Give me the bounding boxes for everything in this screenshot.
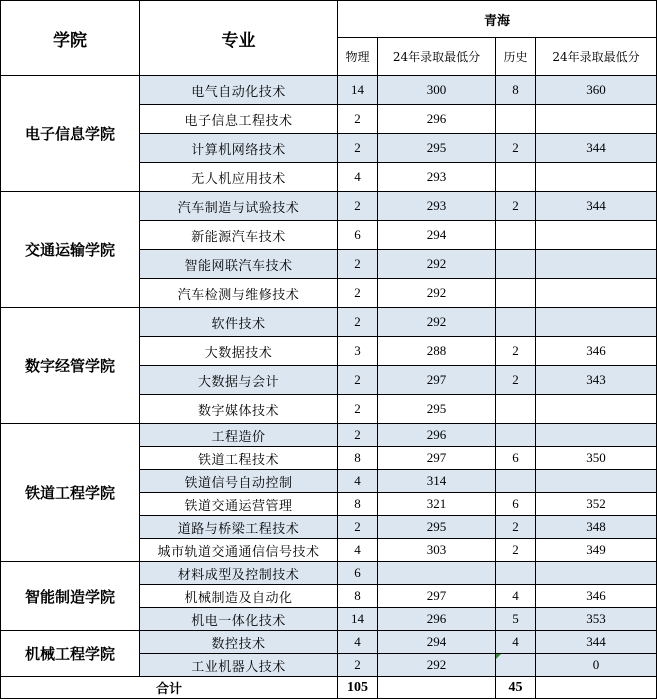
physics-count-cell: 2 [338, 192, 378, 221]
physics-count-cell: 6 [338, 221, 378, 250]
history-count-cell [496, 163, 536, 192]
history-min-score-cell: 344 [536, 631, 657, 654]
college-name: 智能制造学院 [1, 562, 140, 631]
physics-min-score-cell: 293 [378, 192, 496, 221]
history-count-cell [496, 470, 536, 493]
physics-min-score-cell: 295 [378, 395, 496, 424]
physics-min-score-cell: 297 [378, 585, 496, 608]
college-name: 电子信息学院 [1, 76, 140, 192]
physics-count-cell: 8 [338, 447, 378, 470]
total-history: 45 [496, 677, 536, 699]
physics-count-cell: 4 [338, 631, 378, 654]
physics-min-score-cell: 294 [378, 221, 496, 250]
physics-count-cell: 2 [338, 279, 378, 308]
table-row [1, 424, 657, 447]
college-header: 学院 [1, 1, 140, 76]
physics-count-cell: 2 [338, 105, 378, 134]
major-cell: 软件技术 [140, 308, 338, 337]
history-min-score-cell: 353 [536, 608, 657, 631]
history-header: 历史 [496, 38, 536, 76]
total-row [1, 677, 657, 699]
history-min-score-cell [536, 308, 657, 337]
history-min-score-cell [536, 470, 657, 493]
history-count-cell: 2 [496, 539, 536, 562]
physics-min-score-cell: 294 [378, 631, 496, 654]
major-cell: 材料成型及控制技术 [140, 562, 338, 585]
college-name: 交通运输学院 [1, 192, 140, 308]
major-cell: 大数据技术 [140, 337, 338, 366]
major-cell: 机械制造及自动化 [140, 585, 338, 608]
major-cell: 机电一体化技术 [140, 608, 338, 631]
physics-min-score-cell [378, 562, 496, 585]
history-min-score-cell [536, 562, 657, 585]
history-min-score-cell: 344 [536, 134, 657, 163]
physics-min-score-cell: 295 [378, 134, 496, 163]
history-min-score-cell: 344 [536, 192, 657, 221]
history-count-cell: 6 [496, 493, 536, 516]
history-min-score-cell [536, 250, 657, 279]
physics-min-score-cell: 296 [378, 105, 496, 134]
history-min-score-cell [536, 395, 657, 424]
major-cell: 智能网联汽车技术 [140, 250, 338, 279]
history-count-cell [496, 562, 536, 585]
major-cell: 铁道信号自动控制 [140, 470, 338, 493]
major-cell: 铁道工程技术 [140, 447, 338, 470]
major-cell: 电子信息工程技术 [140, 105, 338, 134]
history-count-cell [496, 221, 536, 250]
total-empty-cell [378, 677, 496, 699]
table-row [1, 562, 657, 585]
history-min-score-cell: 0 [536, 654, 657, 677]
history-min-score-cell [536, 163, 657, 192]
history-count-cell [496, 395, 536, 424]
physics-count-cell: 2 [338, 250, 378, 279]
table-row [1, 192, 657, 221]
major-cell: 计算机网络技术 [140, 134, 338, 163]
history-count-cell [496, 308, 536, 337]
physics-count-cell: 3 [338, 337, 378, 366]
history-count-cell [496, 250, 536, 279]
physics-min-score-cell: 293 [378, 163, 496, 192]
physics-count-cell: 4 [338, 539, 378, 562]
physics-count-cell: 8 [338, 585, 378, 608]
major-cell: 大数据与会计 [140, 366, 338, 395]
history-count-cell: 4 [496, 585, 536, 608]
history-count-cell [496, 424, 536, 447]
total-physics: 105 [338, 677, 378, 699]
history-min-score-cell: 349 [536, 539, 657, 562]
college-name: 铁道工程学院 [1, 424, 140, 562]
physics-count-cell: 2 [338, 366, 378, 395]
history-min-score-cell [536, 424, 657, 447]
history-min-score-cell: 360 [536, 76, 657, 105]
history-count-cell: 6 [496, 447, 536, 470]
physics-count-cell: 2 [338, 308, 378, 337]
physics-min-score-cell: 297 [378, 366, 496, 395]
major-cell: 铁道交通运营管理 [140, 493, 338, 516]
table-row [1, 308, 657, 337]
history-min-score-cell: 350 [536, 447, 657, 470]
physics-header: 物理 [338, 38, 378, 76]
history-min-score-cell: 352 [536, 493, 657, 516]
region-header: 青海 [338, 1, 657, 38]
history-min-score-cell: 343 [536, 366, 657, 395]
physics-count-cell: 2 [338, 654, 378, 677]
history-min-score-cell [536, 221, 657, 250]
major-cell: 工业机器人技术 [140, 654, 338, 677]
history-count-cell: 2 [496, 516, 536, 539]
major-cell: 汽车检测与维修技术 [140, 279, 338, 308]
major-cell: 汽车制造与试验技术 [140, 192, 338, 221]
physics-min-header: 24年录取最低分 [378, 38, 496, 76]
history-min-score-cell [536, 279, 657, 308]
table-row [1, 631, 657, 654]
college-name: 数字经管学院 [1, 308, 140, 424]
physics-count-cell: 2 [338, 424, 378, 447]
physics-min-score-cell: 288 [378, 337, 496, 366]
physics-min-score-cell: 297 [378, 447, 496, 470]
history-min-header: 24年录取最低分 [536, 38, 657, 76]
physics-min-score-cell: 300 [378, 76, 496, 105]
major-cell: 新能源汽车技术 [140, 221, 338, 250]
major-cell: 数字媒体技术 [140, 395, 338, 424]
major-cell: 道路与桥梁工程技术 [140, 516, 338, 539]
physics-min-score-cell: 296 [378, 424, 496, 447]
major-cell: 数控技术 [140, 631, 338, 654]
physics-count-cell: 8 [338, 493, 378, 516]
physics-min-score-cell: 321 [378, 493, 496, 516]
major-cell: 电气自动化技术 [140, 76, 338, 105]
physics-count-cell: 14 [338, 608, 378, 631]
college-name: 机械工程学院 [1, 631, 140, 677]
table-body [1, 76, 657, 699]
major-header: 专业 [140, 1, 338, 76]
history-count-cell: 2 [496, 134, 536, 163]
history-count-cell: 2 [496, 366, 536, 395]
history-min-score-cell [536, 105, 657, 134]
total-empty-cell [536, 677, 657, 699]
major-cell: 无人机应用技术 [140, 163, 338, 192]
physics-min-score-cell: 314 [378, 470, 496, 493]
major-cell: 城市轨道交通通信信号技术 [140, 539, 338, 562]
physics-min-score-cell: 296 [378, 608, 496, 631]
physics-count-cell: 2 [338, 395, 378, 424]
physics-min-score-cell: 292 [378, 654, 496, 677]
physics-count-cell: 14 [338, 76, 378, 105]
physics-min-score-cell: 292 [378, 250, 496, 279]
history-count-cell: 5 [496, 608, 536, 631]
history-min-score-cell: 346 [536, 337, 657, 366]
physics-count-cell: 4 [338, 470, 378, 493]
history-min-score-cell: 348 [536, 516, 657, 539]
physics-min-score-cell: 303 [378, 539, 496, 562]
physics-count-cell: 2 [338, 134, 378, 163]
history-count-cell [496, 105, 536, 134]
total-label: 合计 [1, 677, 338, 699]
major-cell: 工程造价 [140, 424, 338, 447]
history-count-cell [496, 279, 536, 308]
history-count-cell: 4 [496, 631, 536, 654]
physics-min-score-cell: 292 [378, 308, 496, 337]
physics-count-cell: 6 [338, 562, 378, 585]
history-count-cell: 8 [496, 76, 536, 105]
physics-min-score-cell: 295 [378, 516, 496, 539]
physics-min-score-cell: 292 [378, 279, 496, 308]
table-row [1, 76, 657, 105]
history-count-cell [496, 654, 536, 677]
history-count-cell: 2 [496, 337, 536, 366]
history-min-score-cell: 346 [536, 585, 657, 608]
physics-count-cell: 4 [338, 163, 378, 192]
history-count-cell: 2 [496, 192, 536, 221]
physics-count-cell: 2 [338, 516, 378, 539]
